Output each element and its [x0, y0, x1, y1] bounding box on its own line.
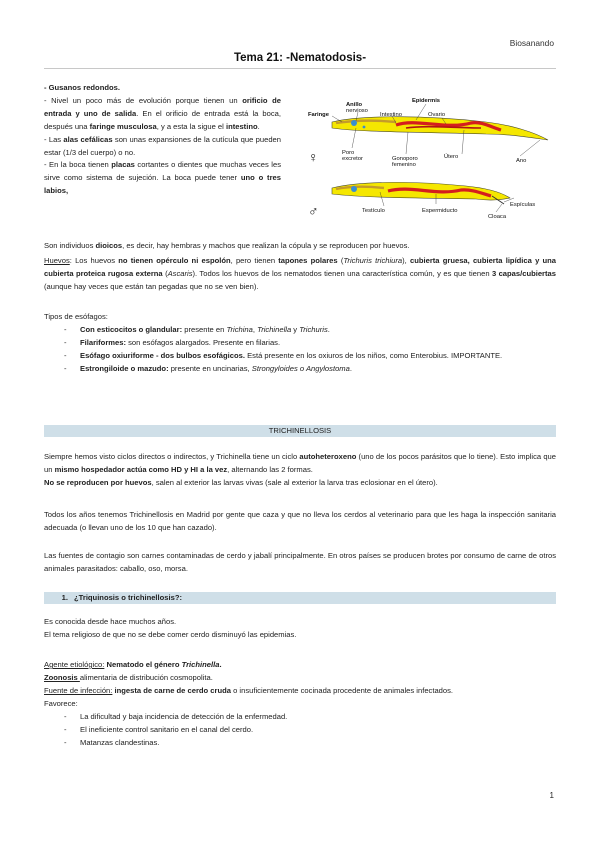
list-item: - El ineficiente control sanitario en el canal del cerdo.	[44, 724, 556, 737]
title-divider	[44, 68, 556, 69]
agente-line: Agente etiológico: Nematodo el género Trichinella.	[44, 660, 222, 669]
section-1-text: Es conocida desde hace muchos años. El tema religioso de que no se debe comer cerdo disminuyó las epidemias.	[44, 617, 297, 639]
label-ano: Ano	[516, 158, 527, 164]
label-ovario: Ovario	[428, 112, 446, 118]
huevos-paragraph: Huevos: Los huevos no tienen opérculo ni espolón, pero tienen tapones polares (Trichuris trichiura), cubierta gruesa, cubierta lipídica y una cubierta proteica rugosa externa (Ascaris). Todos los huevos de los nematodos tienen una característica común, y es que tienen 3 capas/cubiertas (aunque hay veces que están tan pegadas que no se ven bien).	[44, 256, 557, 291]
female-symbol-icon: ♀	[308, 149, 319, 165]
label-epidermis: Epidermis	[412, 98, 441, 104]
list-item: - Filariformes: son esófagos alargados. Presente en filarias.	[44, 337, 556, 350]
label-anillo: Anillo	[346, 102, 363, 108]
label-intestino: Intestino	[380, 112, 402, 118]
page-title: Tema 21: -Nematodosis-	[233, 52, 367, 64]
intro-line-1: - Gusanos redondos.	[44, 83, 120, 92]
label-espiculas: Espículas	[510, 202, 536, 208]
male-symbol-icon: ♂	[308, 203, 319, 219]
label-faringe: Faringe	[308, 112, 329, 118]
list-item: - La dificultad y baja incidencia de detección de la enfermedad.	[44, 711, 556, 724]
favorece-label: Favorece:	[44, 698, 78, 708]
intro-block	[44, 82, 281, 198]
section-1-number: 1.	[61, 593, 68, 602]
nematode-anatomy-figure	[296, 92, 558, 228]
esofagos-title: Tipos de esófagos:	[44, 312, 108, 321]
list-item: - Esófago oxiuriforme - dos bulbos esofágicos. Está presente en los oxiuros de los niños, como Enterobius. IMPORTANTE.	[44, 350, 556, 363]
contagio-paragraph: Las fuentes de contagio son carnes contaminadas de cerdo y jabalí principalmente. En otros países se producen brotes por consumo de carne de otros animales parasitados: caballo, oso, morsa.	[44, 551, 556, 573]
intro-line-3: - Las alas cefálicas son unas expansiones de la cutícula que pueden estar (1/3 del cuerpo) o no.	[44, 134, 281, 157]
zoonosis-line: Zoonosis alimentaria de distribución cosmopolita.	[44, 672, 213, 682]
intro-line-4: - En la boca tienen placas cortantes o dientes que muchas veces les sirve como sistema de sujeción. La boca puede tener uno o tres labios,	[44, 160, 281, 196]
dioicos-paragraph: Son individuos dioicos, es decir, hay hembras y machos que realizan la cópula y se reproducen por huevos.	[44, 241, 410, 250]
section-1-title: ¿Triquinosis o trichinellosis?:	[74, 593, 183, 602]
favorece-list	[44, 711, 556, 750]
label-poro: Poro	[342, 150, 355, 156]
etiologia-block	[44, 659, 556, 711]
label-espermiducto: Espermiducto	[422, 208, 458, 214]
label-cloaca: Cloaca	[488, 214, 507, 220]
ciclo-paragraph: Siempre hemos visto ciclos directos o indirectos, y Trichinella tiene un ciclo autoheteroxeno (uno de los pocos parásitos que lo tiene). Esto implica que un mismo hospedador actúa como HD y HI a la vez, alternando las 2 formas. No se reproducen por huevos, salen al exterior las larvas vivas (sale al exterior la larva tras eclosionar en el útero).	[44, 452, 556, 487]
section-1-bar	[44, 592, 556, 604]
page-number: 1	[549, 791, 554, 800]
list-item: - Matanzas clandestinas.	[44, 737, 556, 750]
intro-line-2: - Nivel un poco más de evolución porque tienen un orificio de entrada y uno de salida. En el orificio de entrada está la boca, después una faringe musculosa, y a esta la sigue el intestino.	[44, 95, 282, 131]
madrid-paragraph: Todos los años tenemos Trichinellosis en Madrid por gente que caza y que no lleva los cerdos al veterinario para que les haga la inspección sanitaria adecuada (o llevan uno de los 10 que han cazado).	[44, 510, 556, 532]
male-worm	[332, 182, 510, 204]
esofagos-list	[44, 324, 556, 376]
brand-name: Biosanando	[509, 38, 554, 48]
trichinellosis-heading-bar	[44, 425, 556, 437]
label-gonoporo: Gonoporo	[392, 156, 418, 162]
female-worm	[332, 117, 548, 140]
label-nervioso: nervioso	[346, 108, 368, 114]
trichinellosis-heading: TRICHINELLOSIS	[268, 426, 332, 435]
label-testiculo: Testículo	[362, 208, 385, 214]
list-item: - Estrongiloide o mazudo: presente en uncinarias, Strongyloides o Angylostoma.	[44, 363, 556, 376]
label-utero: Útero	[444, 154, 459, 160]
list-item: - Con esticocitos o glandular: presente en Trichina, Trichinella y Trichuris.	[44, 324, 556, 337]
label-excretor: excretor	[342, 156, 363, 162]
label-femenino: femenino	[392, 162, 416, 168]
fuente-line: Fuente de infección: ingesta de carne de cerdo cruda o insuficientemente cocinada procedente de animales infectados.	[44, 685, 454, 695]
